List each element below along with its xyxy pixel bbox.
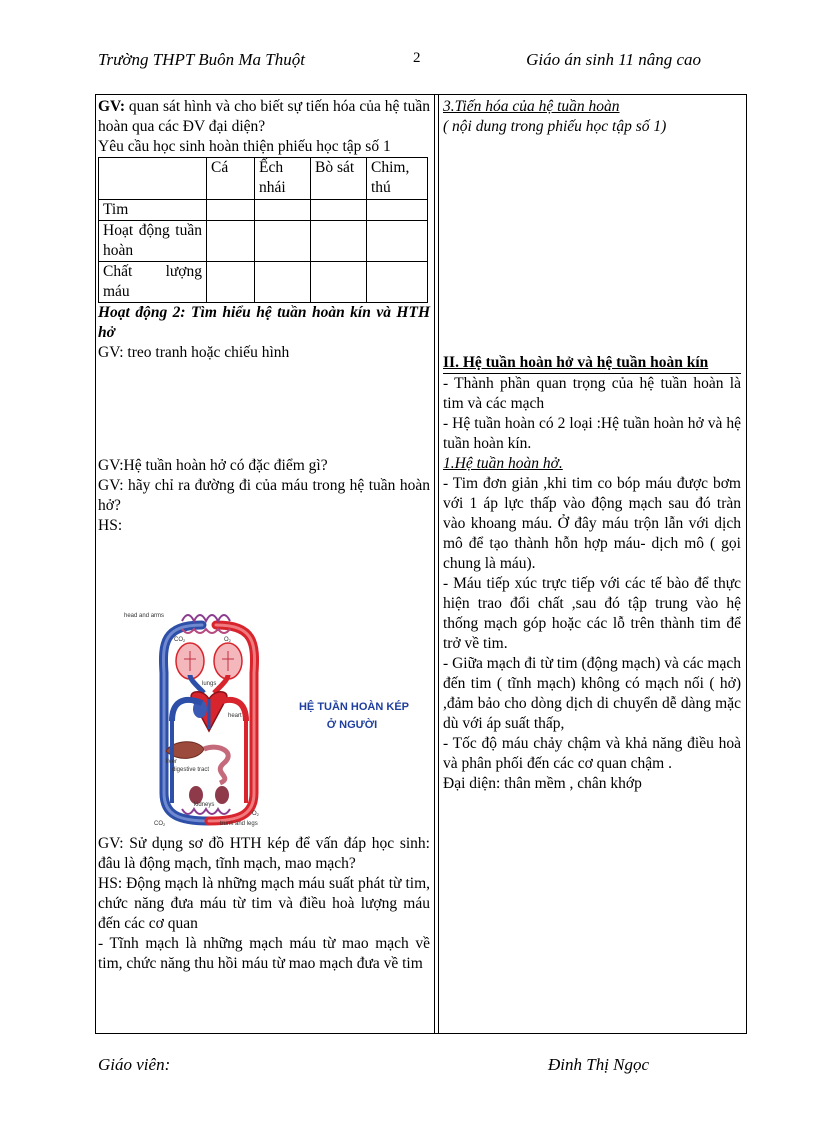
label-trunk-legs: trunk and legs — [220, 821, 258, 827]
double-circulation-diagram — [124, 603, 424, 828]
row-label: Tim — [99, 200, 207, 221]
row-label: Hoạt động tuần hoàn — [99, 221, 207, 262]
label-o2: O — [224, 637, 229, 643]
table-cell — [255, 262, 311, 303]
table-header-bo-sat: Bò sát — [311, 158, 367, 200]
page-header — [96, 50, 716, 72]
table-cell — [207, 200, 255, 221]
page-footer — [98, 1055, 698, 1077]
table-cell — [255, 200, 311, 221]
gv-double-circuit: GV: Sử dụng sơ đồ HTH kép để vấn đáp học sinh: đâu là động mạch, tĩnh mạch, mao mạch? — [98, 835, 430, 872]
worksheet-request: Yêu cầu học sinh hoàn thiện phiếu học tập số 1 — [98, 138, 391, 155]
table-cell — [311, 262, 367, 303]
lesson-table — [95, 94, 747, 1034]
gv-hang-picture: GV: treo tranh hoặc chiếu hình — [98, 344, 290, 361]
paragraph-no-connection: - Giữa mạch đi từ tim (động mạch) và các mạch đến tim ( tĩnh mạch) không có mạch nối ( hở) ,đảm bảo cho dòng dịch di chuyển dễ dàng mặc dù với áp suất thấp, — [443, 655, 741, 732]
subsection-open-circulation: 1.Hệ tuần hoàn hở. — [443, 455, 563, 472]
table-cell — [367, 262, 428, 303]
worksheet-table — [98, 157, 428, 303]
table-cell — [311, 200, 367, 221]
section-2-title: II. Hệ tuần hoàn hở và hệ tuần hoàn kín — [443, 353, 741, 374]
section-3-note: ( nội dung trong phiếu học tập số 1) — [443, 118, 667, 135]
school-name: Trường THPT Buôn Ma Thuột — [98, 50, 305, 69]
table-cell — [367, 200, 428, 221]
table-cell — [99, 158, 207, 200]
table-header-ech-nhai: Ếch nhái — [255, 158, 311, 200]
column-divider — [434, 95, 435, 1033]
column-divider — [438, 95, 439, 1033]
label-head-arms: head and arms — [124, 613, 165, 619]
label-lungs: lungs — [202, 681, 217, 687]
svg-text:O2: O2 — [252, 811, 259, 817]
svg-text:O2: O2 — [224, 637, 231, 643]
row-label: Chất lượng máu — [99, 262, 207, 303]
table-cell — [207, 221, 255, 262]
paragraph-representatives: Đại diện: thân mềm , chân khớp — [443, 775, 642, 792]
label-liver: liver — [166, 759, 178, 765]
teacher-activity-column — [98, 97, 430, 974]
label-kidneys: kidneys — [194, 802, 215, 808]
circulation-illustration — [124, 603, 424, 828]
gv-open-features: GV:Hệ tuần hoàn hở có đặc điểm gì? — [98, 457, 328, 474]
diagram-title-line1: HỆ TUẦN HOÀN KÉP — [298, 701, 410, 713]
paragraph-components: - Thành phần quan trọng của hệ tuần hoàn là tim và các mạch — [443, 375, 741, 412]
page-number: 2 — [413, 50, 421, 66]
table-cell — [207, 262, 255, 303]
hs-label: HS: — [98, 517, 123, 534]
content-column — [443, 97, 741, 794]
paragraph-slow-flow: - Tốc độ máu chảy chậm và khả năng điều hoà và phân phối đến các cơ quan chậm . — [443, 735, 741, 772]
svg-text:CO2: CO2 — [154, 821, 166, 827]
gv-question: GV: quan sát hình và cho biết sự tiến hóa của hệ tuần hoàn qua các ĐV đại diện? — [98, 98, 430, 135]
label-o2-bottom: O — [252, 811, 257, 817]
vein-definition: - Tĩnh mạch là những mạch máu từ mao mạch về tim, chức năng thu hồi máu từ mao mạch đưa về tim — [98, 935, 430, 972]
table-cell — [367, 221, 428, 262]
paragraph-two-types: - Hệ tuần hoàn có 2 loại :Hệ tuần hoàn hở và hệ tuần hoàn kín. — [443, 415, 741, 452]
diagram-title-line2: Ở NGƯỜI — [326, 719, 378, 731]
hs-artery-answer: HS: Động mạch là những mạch máu suất phát từ tim, chức năng đưa máu từ tim và điều hoà lượng máu đến các cơ quan — [98, 875, 430, 932]
table-header-chim-thu: Chim, thú — [367, 158, 428, 200]
label-co2-bottom: CO — [154, 821, 163, 827]
svg-text:CO2: CO2 — [174, 637, 186, 643]
paragraph-simple-heart: - Tim đơn giản ,khi tim co bóp máu được bơm với 1 áp lực thấp vào động mạch sau đó tràn vào khoang máu. Ở đây máu trộn lẫn với dịch mô để tạo thành hỗn hợp máu- dịch mô ( gọi chung là máu). — [443, 475, 741, 572]
table-header-ca: Cá — [207, 158, 255, 200]
label-co2: CO — [174, 637, 183, 643]
table-cell — [255, 221, 311, 262]
course-title: Giáo án sinh 11 nâng cao — [526, 50, 701, 69]
table-row — [99, 221, 428, 262]
label-digestive-tract: digestive tract — [172, 767, 210, 773]
paragraph-direct-contact: - Máu tiếp xúc trực tiếp với các tế bào để thực hiện trao đổi chất ,sau đó tập trung vào hệ thống mạch góp hoặc các lỗ trên thành tim để trở về tim. — [443, 575, 741, 652]
table-row — [99, 262, 428, 303]
label-heart: heart — [228, 713, 242, 719]
table-cell — [311, 221, 367, 262]
teacher-label: Giáo viên: — [98, 1055, 171, 1074]
activity-2-heading: Hoạt động 2: Tìm hiểu hệ tuần hoàn kín và HTH hở — [98, 304, 430, 341]
table-header-row — [99, 158, 428, 200]
teacher-name: Đinh Thị Ngọc — [548, 1055, 650, 1074]
table-row — [99, 200, 428, 221]
gv-blood-path: GV: hãy chỉ ra đường đi của máu trong hệ tuần hoàn hở? — [98, 477, 430, 514]
section-3-title: 3.Tiến hóa của hệ tuần hoàn — [443, 98, 620, 115]
